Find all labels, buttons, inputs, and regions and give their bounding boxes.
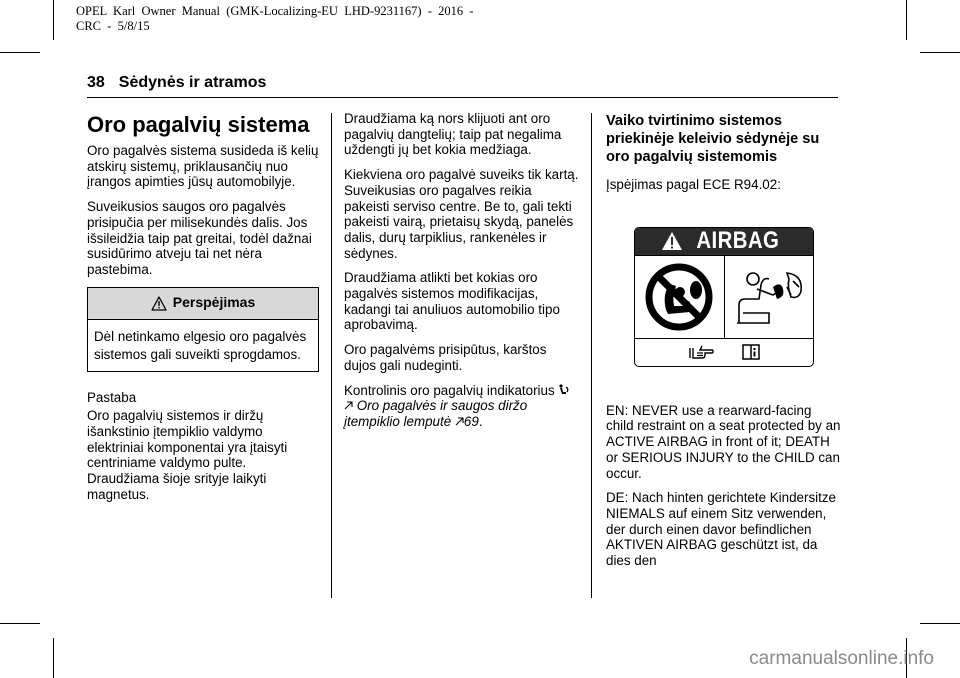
warning-header — [88, 288, 318, 320]
note-title: Pastaba — [87, 389, 137, 405]
paragraph: Draudžiama atlikti bet kokias oro pagalvės sistemos modifikacijas, kadangi tai anuliuos automobilio tipo aprobavimą. — [344, 270, 560, 333]
paragraph — [344, 383, 580, 430]
airbag-label-footer — [635, 339, 813, 366]
section-title: Sėdynės ir atramos — [118, 74, 267, 91]
crop-mark — [906, 0, 907, 40]
paragraph: Įspėjimas pagal ECE R94.02: — [606, 177, 781, 192]
column-divider — [331, 113, 332, 598]
warning-text: Dėl netinkamo elgesio oro pagalvės sistemos gali suveikti sprogdamos. — [94, 328, 307, 362]
page-reference-icon — [344, 401, 353, 410]
no-rear-facing-seat-pictogram — [635, 256, 725, 338]
warning-box — [87, 287, 319, 372]
pointing-hand-icon — [688, 344, 714, 360]
paragraph-de: DE: Nach hinten gerichtete Kindersitze NIEMALS auf einem Sitz verwenden, der durch einen davor befindlichen AKTIVEN AIRBAG geschützt ist, da dies den — [606, 490, 836, 569]
crop-mark — [53, 0, 54, 40]
print-header — [76, 4, 474, 34]
owner-manual-icon — [742, 344, 760, 360]
airbag-label-text: AIRBAG — [696, 227, 780, 255]
paragraph: Oro pagalvės sistema susideda iš kelių atskirų sistemų, priklausančių nuo įrangos apimties jūsų automobilyje. — [87, 143, 319, 190]
airbag-seat-icon — [558, 384, 570, 396]
warning-title: Perspėjimas — [172, 294, 256, 311]
column-2 — [344, 111, 580, 439]
paragraph: Oro pagalvėms prisipūtus, karštos dujos gali nudeginti. — [344, 342, 547, 373]
crop-mark — [920, 623, 960, 624]
airbag-deploy-pictogram — [725, 256, 814, 338]
watermark: carmanualsonline.info — [749, 648, 934, 669]
column-1 — [87, 112, 319, 512]
print-header-line1: OPEL Karl Owner Manual (GMK-Localizing-EU LHD-9231167) - 2016 - — [76, 4, 474, 18]
column-divider — [591, 113, 592, 598]
crop-mark — [0, 623, 40, 624]
note-text: Oro pagalvių sistemos ir diržų išankstinio įtempiklio valdymo elektriniai komponentai yra įtaisyti centriniame valdymo pulte. Draudžiama šioje srityje laikyti magnetus. — [87, 408, 288, 502]
column-3 — [606, 112, 842, 578]
cross-reference-page[interactable]: 69 — [463, 413, 479, 429]
airbag-deploy-icon — [729, 265, 809, 329]
crop-mark — [920, 52, 960, 53]
paragraph-en: EN: NEVER use a rearward-facing child restraint on a seat protected by an ACTIVE AIRBAG in front of it; DEATH or SERIOUS INJURY to the CHILD can occur. — [606, 402, 841, 481]
header-rule — [87, 97, 838, 98]
paragraph: Suveikusios saugos oro pagalvės prisipučia per milisekundės dalis. Jos išsileidžia taip pat greitai, todėl dažnai susidūrimo atveju tai net nėra pastebima. — [87, 199, 312, 277]
page-title: Oro pagalvių sistema — [87, 112, 310, 137]
paragraph: Kiekviena oro pagalvė suveiks tik kartą. Suveikusias oro pagalves reikia pakeisti serviso centre. Be to, gali tekti pakeisti vairą, prietaisų skydą, panelės dalis, durų tarpiklius, rankenėles ir sėdynes. — [344, 167, 579, 261]
airbag-label-pictograms — [635, 256, 813, 339]
airbag-label-header — [635, 228, 813, 256]
crop-mark — [53, 638, 54, 678]
crop-mark — [0, 52, 40, 53]
cross-reference-link[interactable]: Oro pagalvės ir saugos diržo įtempiklio lemputė — [344, 398, 528, 429]
warning-triangle-icon — [661, 231, 683, 251]
prohibited-child-seat-icon — [644, 262, 714, 332]
print-header-line2: CRC - 5/8/15 — [76, 19, 150, 33]
airbag-warning-label — [634, 227, 814, 367]
running-head — [87, 74, 266, 92]
warning-triangle-icon — [151, 296, 167, 311]
section-heading: Vaiko tvirtinimo sistemos priekinėje keleivio sėdynėje su oro pagalvių sistemomis — [606, 113, 820, 165]
page-number: 38 — [87, 74, 105, 91]
paragraph-text: Kontrolinis oro pagalvių indikatorius — [344, 382, 555, 398]
punctuation: . — [478, 413, 483, 429]
page-reference-icon — [455, 417, 464, 426]
paragraph: Draudžiama ką nors klijuoti ant oro pagalvių dangtelių; taip pat negalima uždengti jų bet kokia medžiaga. — [344, 111, 562, 158]
